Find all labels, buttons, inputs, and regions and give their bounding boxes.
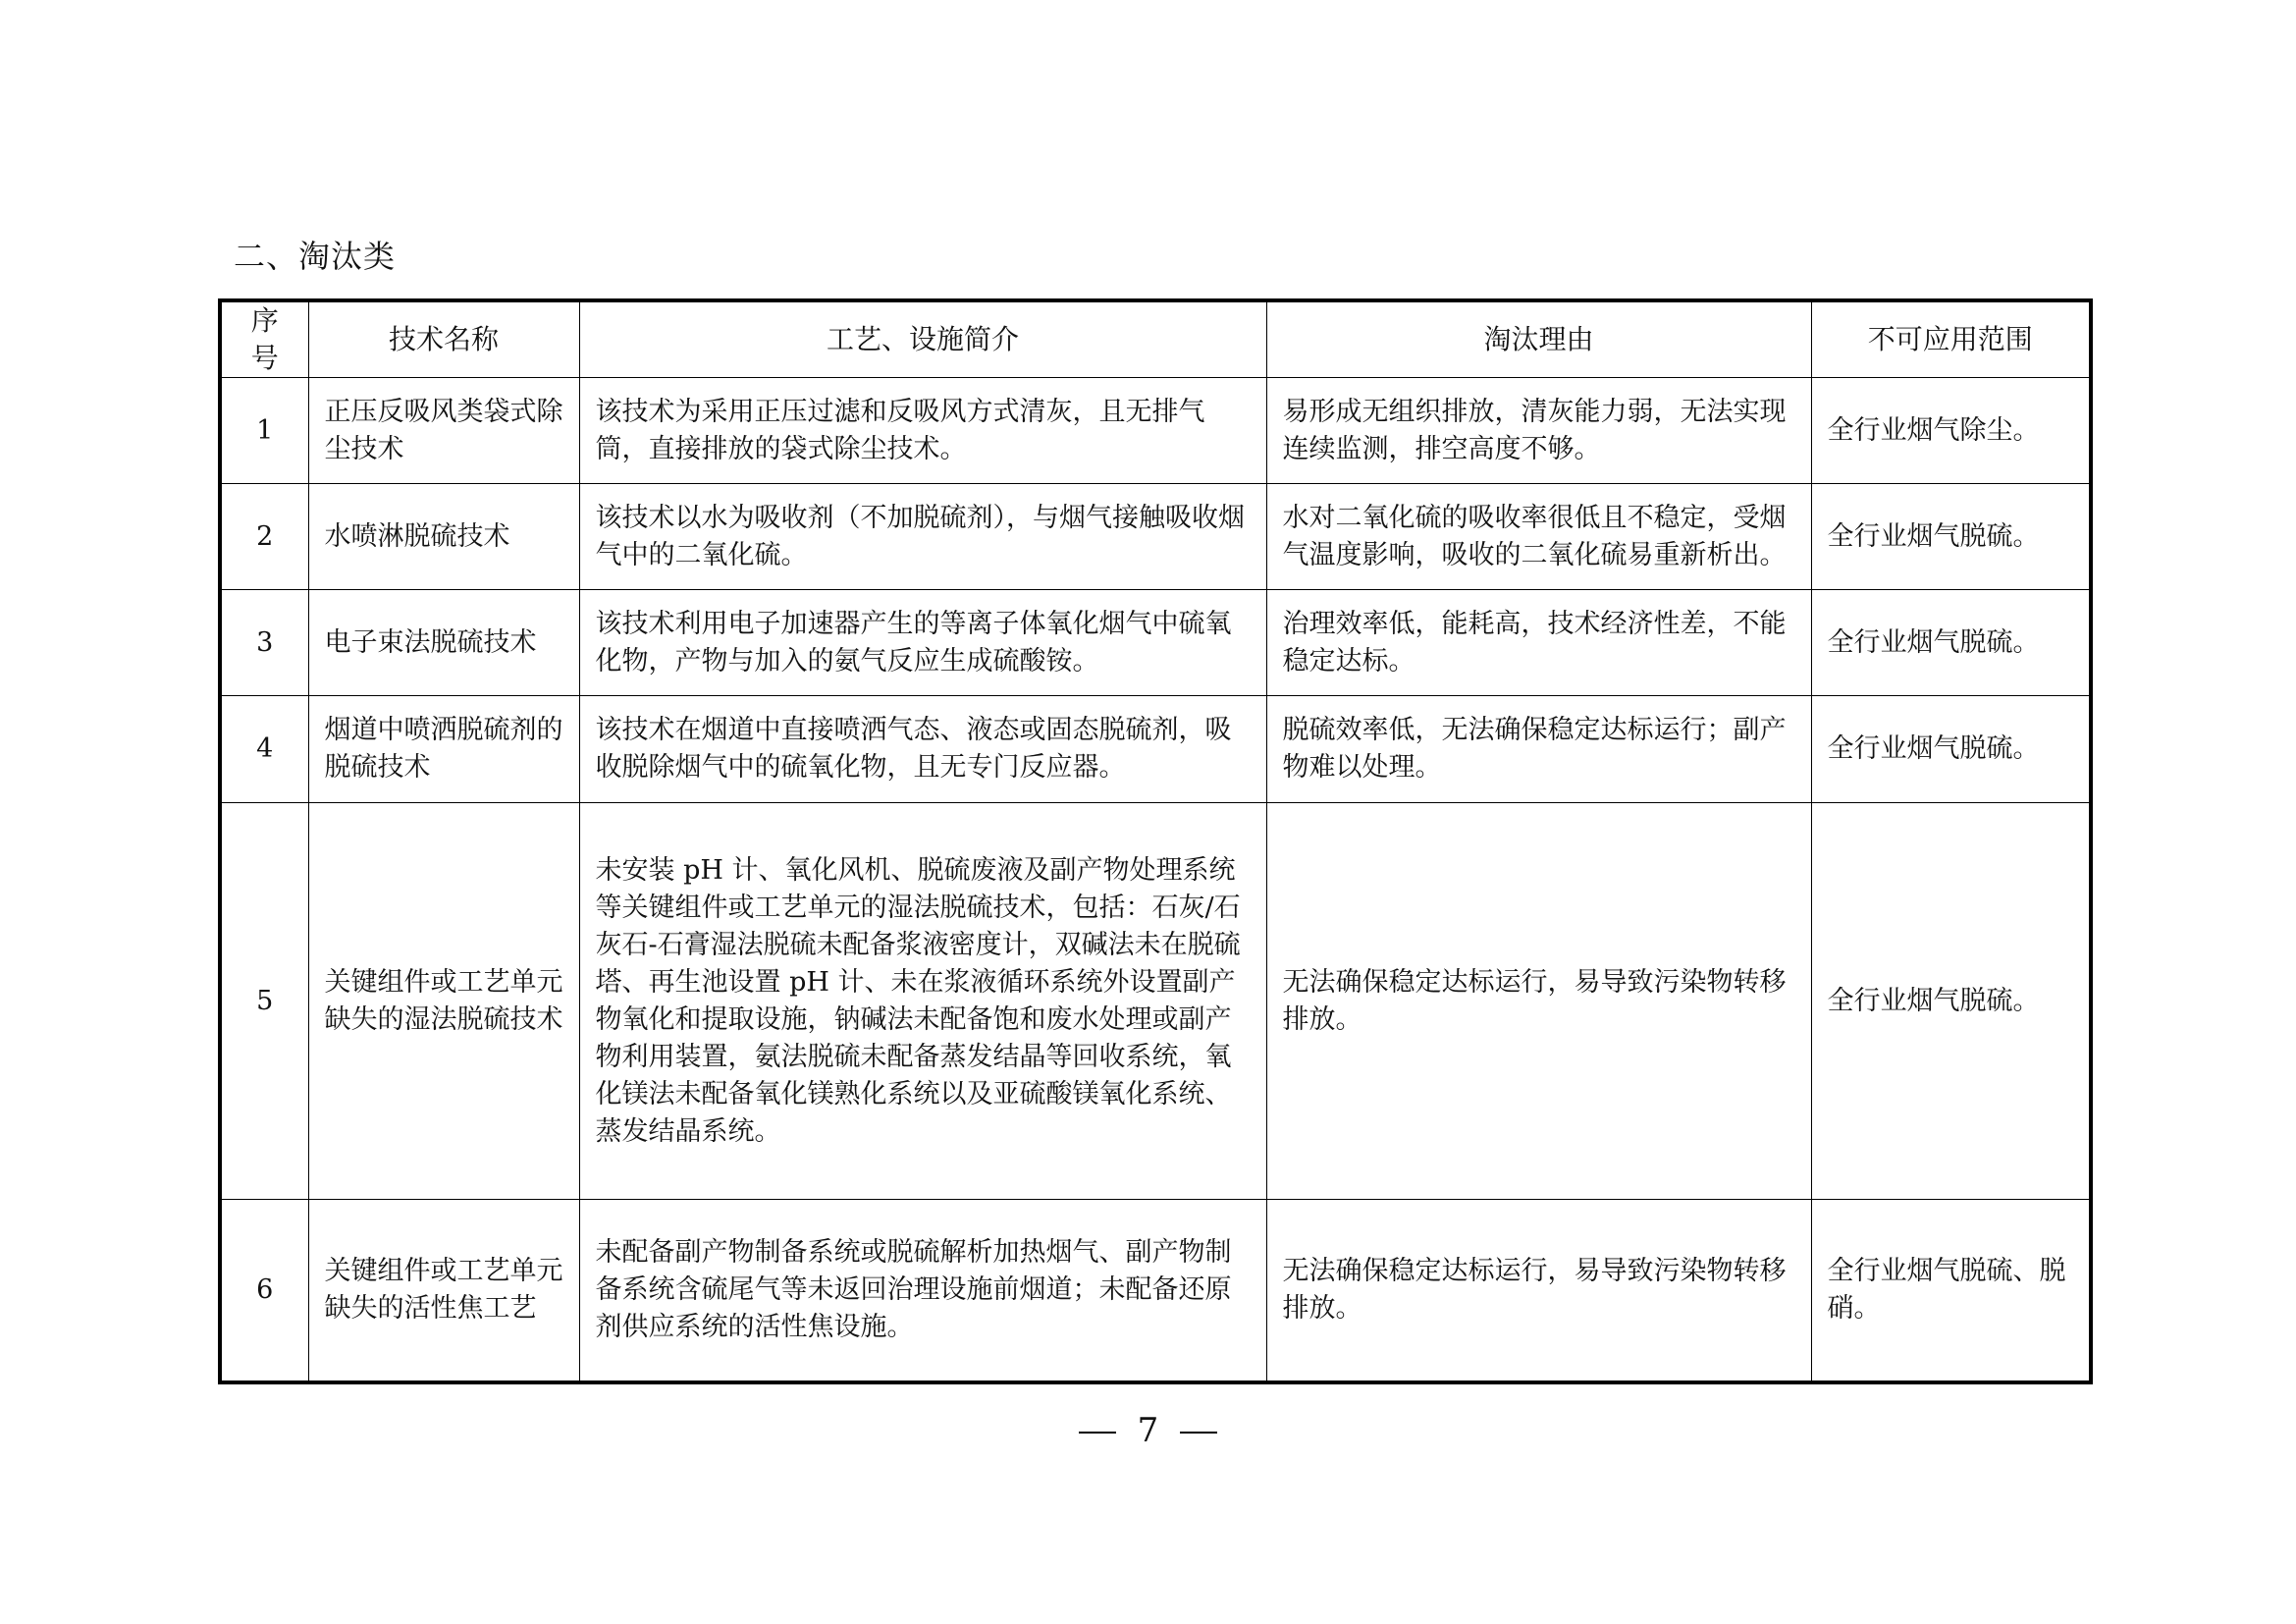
process-description: 未安装 pH 计、氧化风机、脱硫废液及副产物处理系统等关键组件或工艺单元的湿法脱硫技术，包括：石灰/石灰石-石膏湿法脱硫未配备浆液密度计，双碱法未在脱硫塔、再生池设置 pH 计、未在浆液循环系统外设置副产物氧化和提取设施，钠碱法未配备饱和废水处理或副产物利用装置，氨法脱硫未配备蒸发结晶等回收系统，氧化镁法未配备氧化镁熟化系统以及亚硫酸镁氧化系统、蒸发结晶系统。 <box>579 803 1266 1200</box>
process-description: 该技术利用电子加速器产生的等离子体氧化烟气中硫氧化物，产物与加入的氨气反应生成硫酸铵。 <box>579 590 1266 696</box>
elimination-reason: 水对二氧化硫的吸收率很低且不稳定，受烟气温度影响，吸收的二氧化硫易重新析出。 <box>1266 484 1811 590</box>
page-footer <box>0 1411 2296 1450</box>
inapplicable-scope: 全行业烟气脱硫。 <box>1811 590 2091 696</box>
elimination-reason: 治理效率低，能耗高，技术经济性差，不能稳定达标。 <box>1266 590 1811 696</box>
inapplicable-scope: 全行业烟气脱硫。 <box>1811 803 2091 1200</box>
row-number: 5 <box>220 803 308 1200</box>
row-number: 2 <box>220 484 308 590</box>
row-number: 1 <box>220 378 308 484</box>
elimination-reason: 易形成无组织排放，清灰能力弱，无法实现连续监测，排空高度不够。 <box>1266 378 1811 484</box>
technology-name: 烟道中喷洒脱硫剂的脱硫技术 <box>308 696 579 803</box>
header-number: 序号 <box>220 300 308 378</box>
elimination-reason: 脱硫效率低，无法确保稳定达标运行；副产物难以处理。 <box>1266 696 1811 803</box>
page-number: 7 <box>1137 1411 1159 1450</box>
section-title: 二、淘汰类 <box>234 238 397 275</box>
page-dash-right <box>1180 1432 1217 1434</box>
header-elimination-reason: 淘汰理由 <box>1266 300 1811 378</box>
process-description: 未配备副产物制备系统或脱硫解析加热烟气、副产物制备系统含硫尾气等未返回治理设施前烟道；未配备还原剂供应系统的活性焦设施。 <box>579 1200 1266 1382</box>
table-row <box>220 484 2091 590</box>
technology-name: 正压反吸风类袋式除尘技术 <box>308 378 579 484</box>
technology-name: 关键组件或工艺单元缺失的湿法脱硫技术 <box>308 803 579 1200</box>
page-dash-left <box>1079 1432 1116 1434</box>
elimination-reason: 无法确保稳定达标运行，易导致污染物转移排放。 <box>1266 803 1811 1200</box>
header-technology-name: 技术名称 <box>308 300 579 378</box>
process-description: 该技术在烟道中直接喷洒气态、液态或固态脱硫剂，吸收脱除烟气中的硫氧化物，且无专门反应器。 <box>579 696 1266 803</box>
elimination-reason: 无法确保稳定达标运行，易导致污染物转移排放。 <box>1266 1200 1811 1382</box>
eliminated-technologies-table <box>218 298 2093 1384</box>
table-row <box>220 803 2091 1200</box>
header-inapplicable-scope: 不可应用范围 <box>1811 300 2091 378</box>
inapplicable-scope: 全行业烟气脱硫。 <box>1811 484 2091 590</box>
technology-name: 电子束法脱硫技术 <box>308 590 579 696</box>
process-description: 该技术为采用正压过滤和反吸风方式清灰，且无排气筒，直接排放的袋式除尘技术。 <box>579 378 1266 484</box>
header-process-description: 工艺、设施简介 <box>579 300 1266 378</box>
technology-name: 水喷淋脱硫技术 <box>308 484 579 590</box>
inapplicable-scope: 全行业烟气除尘。 <box>1811 378 2091 484</box>
table-row <box>220 378 2091 484</box>
row-number: 4 <box>220 696 308 803</box>
table-row <box>220 696 2091 803</box>
row-number: 3 <box>220 590 308 696</box>
table-row <box>220 590 2091 696</box>
inapplicable-scope: 全行业烟气脱硫、脱硝。 <box>1811 1200 2091 1382</box>
process-description: 该技术以水为吸收剂（不加脱硫剂），与烟气接触吸收烟气中的二氧化硫。 <box>579 484 1266 590</box>
table-row <box>220 1200 2091 1382</box>
row-number: 6 <box>220 1200 308 1382</box>
technology-name: 关键组件或工艺单元缺失的活性焦工艺 <box>308 1200 579 1382</box>
table-header-row <box>220 300 2091 378</box>
inapplicable-scope: 全行业烟气脱硫。 <box>1811 696 2091 803</box>
